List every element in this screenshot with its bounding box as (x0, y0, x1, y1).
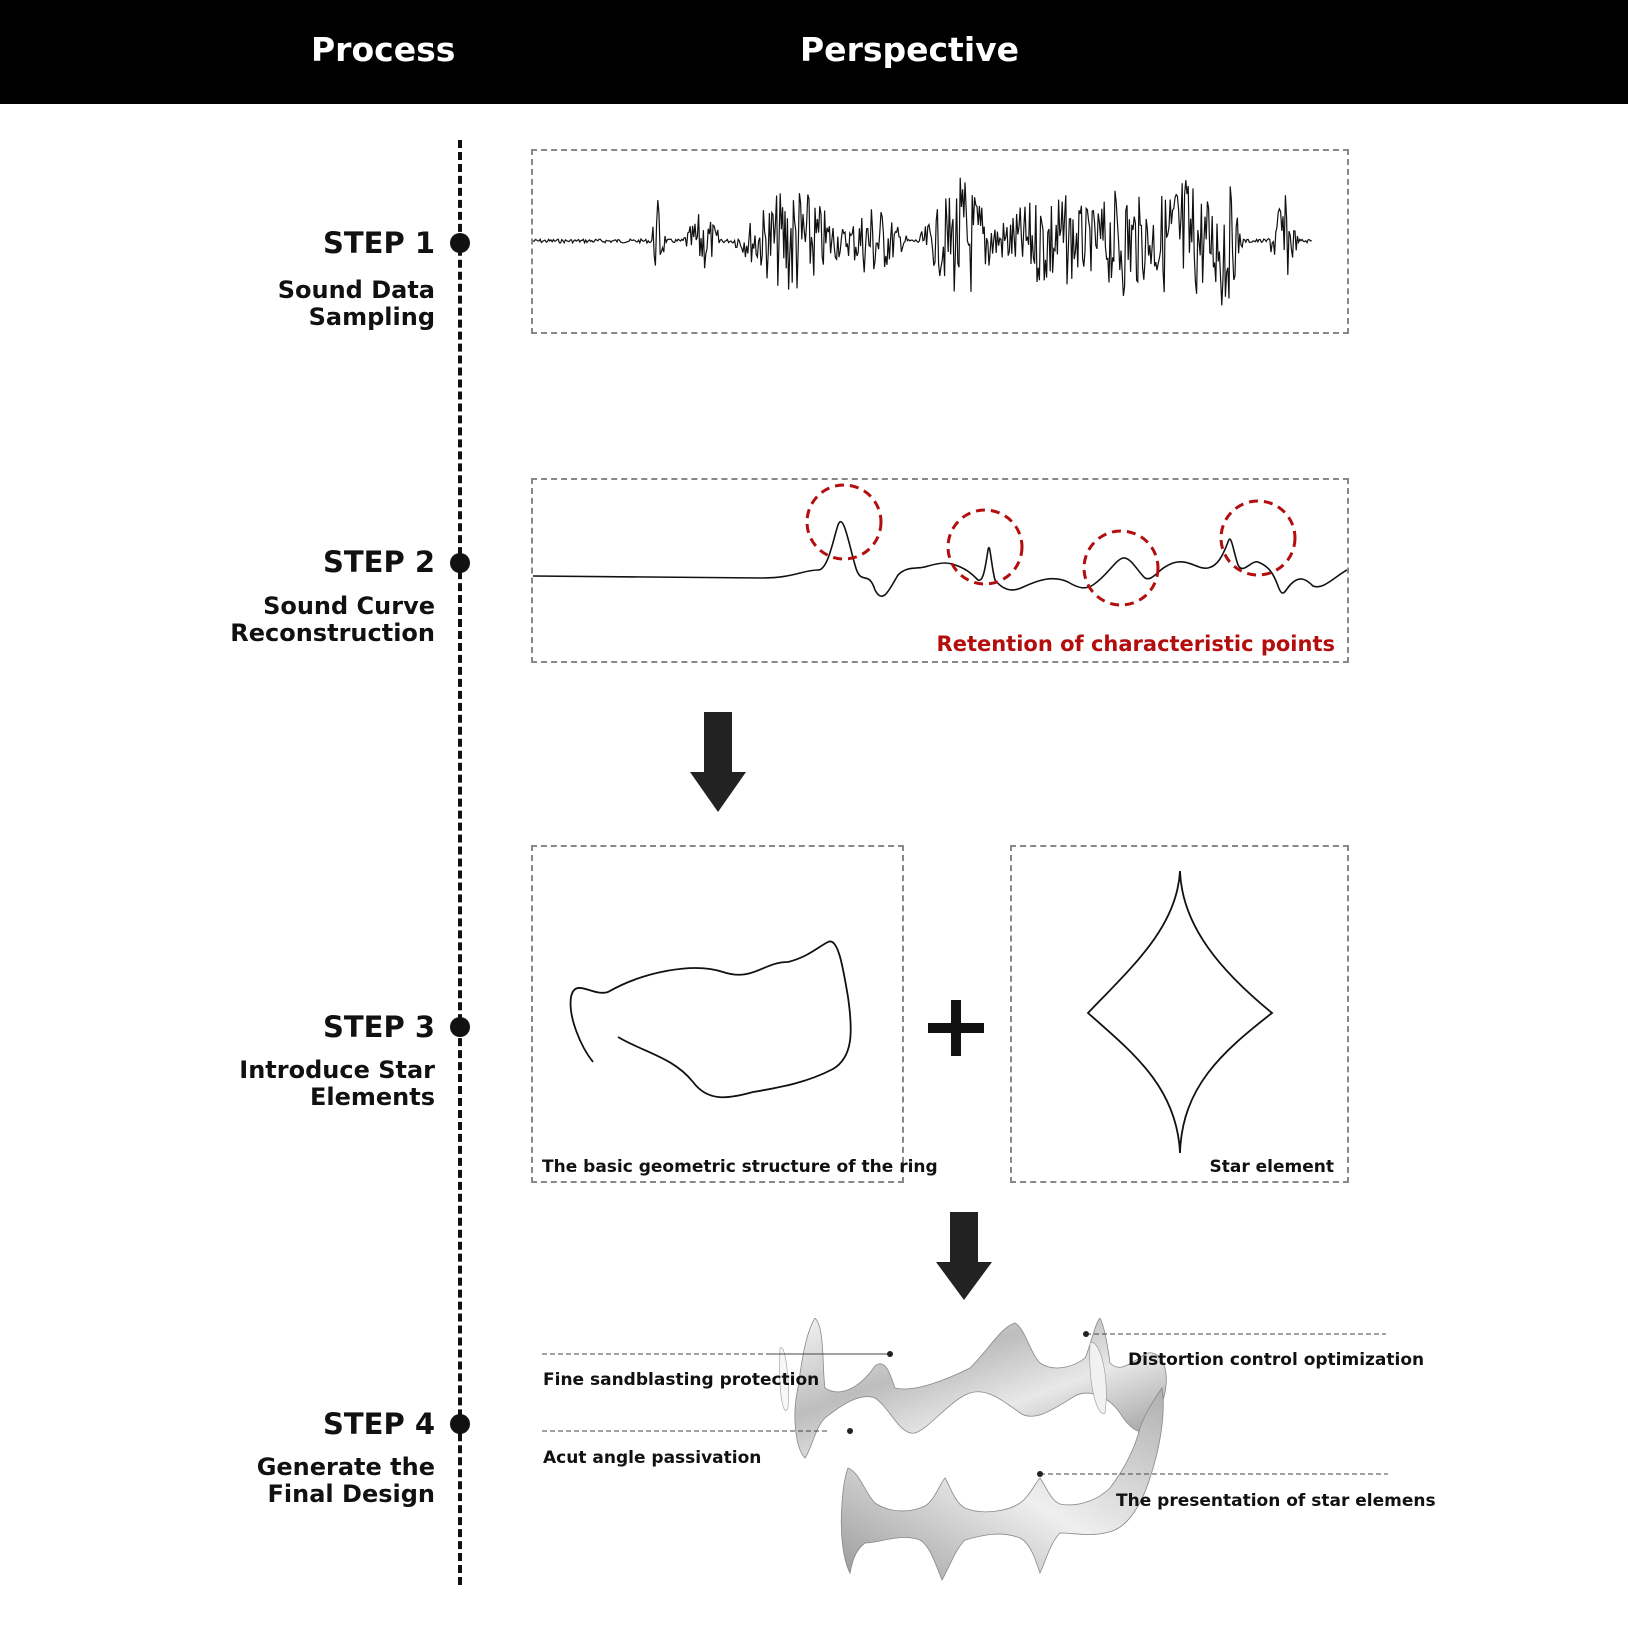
callout-point-star-presentation (1037, 1471, 1043, 1477)
ring-structure-diagram (533, 847, 902, 1181)
characteristic-point-circle-4 (1221, 501, 1295, 575)
callout-star-presentation: The presentation of star elemens (1116, 1491, 1436, 1511)
down-arrow-1 (690, 712, 746, 812)
reconstructed-sound-curve (533, 522, 1347, 597)
step3-marker (450, 1017, 470, 1037)
step4-label: STEP 4 (322, 1407, 435, 1441)
step2-desc-line1: Sound Curve (263, 592, 435, 620)
star-element-shape (1088, 871, 1272, 1153)
ring-structure-curve (571, 941, 851, 1097)
ring-structure-caption: The basic geometric structure of the ring (542, 1157, 938, 1177)
step1-label: STEP 1 (322, 226, 435, 260)
ring-upper-band (795, 1318, 1166, 1458)
step4-description (175, 1454, 435, 1508)
star-element-diagram (1012, 847, 1347, 1181)
characteristic-point-circles (807, 485, 1295, 605)
callout-point-distortion (1083, 1331, 1089, 1337)
star-element-panel (1010, 845, 1349, 1183)
process-column-title: Process (311, 30, 456, 69)
callout-acute-angle: Acut angle passivation (543, 1448, 762, 1468)
step2-marker (450, 553, 470, 573)
step3-description (175, 1057, 435, 1111)
sound-waveform-panel (531, 149, 1349, 334)
step1-marker (450, 233, 470, 253)
sound-curve-panel (531, 478, 1349, 663)
step4-desc-line1: Generate the (256, 1453, 435, 1481)
step2-label: STEP 2 (322, 545, 435, 579)
down-arrow-2 (936, 1212, 992, 1300)
step3-label: STEP 3 (322, 1010, 435, 1044)
header-bar (0, 0, 1628, 104)
step2-description (175, 593, 435, 647)
callout-distortion: Distortion control optimization (1128, 1350, 1425, 1370)
sound-waveform (533, 178, 1312, 306)
ring-structure-panel (531, 845, 938, 1183)
step1-desc-line2: Sampling (308, 303, 435, 331)
characteristic-points-annotation: Retention of characteristic points (936, 632, 1335, 656)
step1-desc-line1: Sound Data (277, 276, 435, 304)
step1-description (175, 277, 435, 331)
characteristic-point-circle-1 (807, 485, 881, 559)
sound-waveform-plot (533, 151, 1347, 332)
callout-sandblasting: Fine sandblasting protection (543, 1370, 820, 1390)
step4-desc-line2: Final Design (267, 1480, 435, 1508)
step4-marker (450, 1414, 470, 1434)
step3-desc-line1: Introduce Star (239, 1056, 435, 1084)
callout-point-acute-angle (847, 1428, 853, 1434)
characteristic-point-circle-3 (1084, 531, 1158, 605)
step2-desc-line2: Reconstruction (230, 619, 435, 647)
callout-point-sandblasting (887, 1351, 893, 1357)
ring-lower-band (841, 1388, 1163, 1580)
step3-desc-line2: Elements (309, 1083, 435, 1111)
star-element-caption: Star element (1209, 1157, 1334, 1177)
perspective-column-title: Perspective (800, 30, 1020, 69)
characteristic-point-circle-2 (948, 510, 1022, 584)
process-timeline (458, 140, 462, 1585)
plus-icon (926, 998, 986, 1058)
